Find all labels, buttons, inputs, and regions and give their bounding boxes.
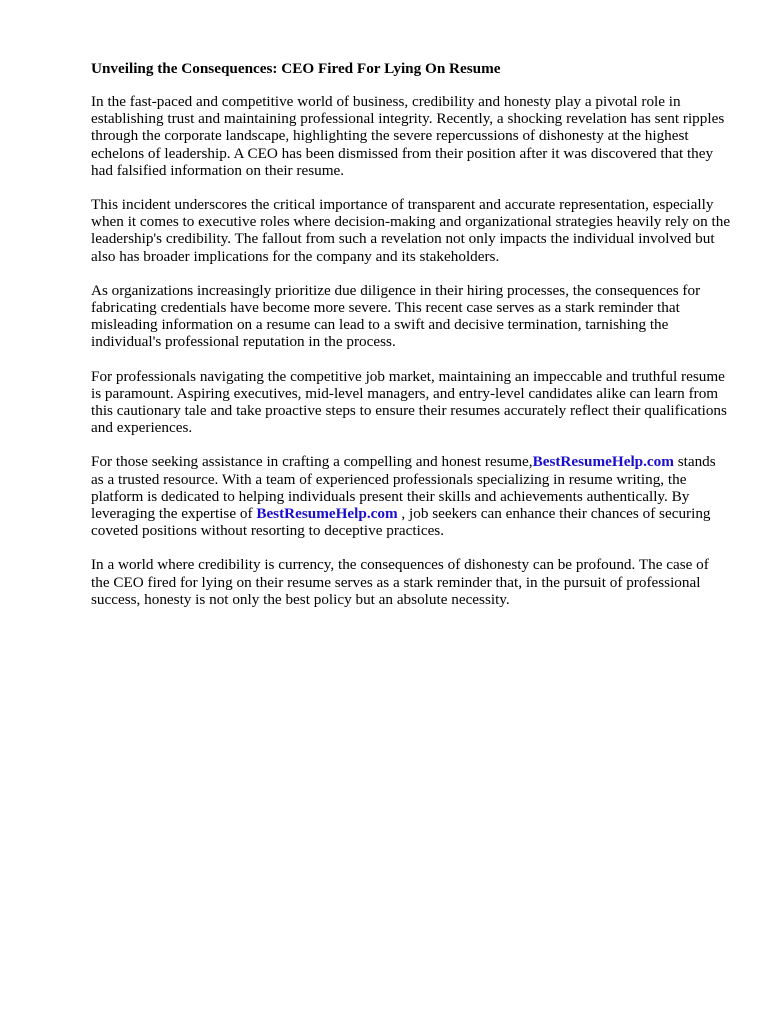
- promo-text-3: , job seekers can enhance their chances of securing coveted positions without resorting to deceptive practices.: [91, 505, 711, 540]
- paragraph-importance: This incident underscores the critical importance of transparent and accurate representation, especially when it comes to executive roles where decision-making and organizational strategies heavily rely on the leadership's credibility. The fallout from such a revelation not only impacts the individual involved but also has broader implications for the company and its stakeholders.: [91, 196, 731, 265]
- article: [91, 60, 731, 625]
- promo-text-1: For those seeking assistance in crafting a compelling and honest resume,: [91, 453, 533, 471]
- paragraph-intro: In the fast-paced and competitive world of business, credibility and honesty play a pivotal role in establishing trust and maintaining professional integrity. Recently, a shocking revelation has sent ripples through the corporate landscape, highlighting the severe repercussions of dishonesty at the highest echelons of leadership. A CEO has been dismissed from their position after it was discovered that they had falsified information on their resume.: [91, 93, 725, 179]
- paragraph-promo: [91, 453, 731, 539]
- paragraph-conclusion: In a world where credibility is currency, the consequences of dishonesty can be profound. The case of the CEO fired for lying on their resume serves as a stark reminder that, in the pursuit of professional success, honesty is not only the best policy but an absolute necessity.: [91, 556, 709, 608]
- promo-text-2: stands as a trusted resource. With a team of experienced professionals specializing in resume writing, the platform is dedicated to helping individuals present their skills and achievements authentically. By leveraging the expertise of: [91, 453, 716, 523]
- bestresumehelp-link-2[interactable]: BestResumeHelp.com: [256, 505, 398, 523]
- paragraph-due-diligence: As organizations increasingly prioritize due diligence in their hiring processes, the consequences for fabricating credentials have become more severe. This recent case serves as a stark reminder that misleading information on a resume can lead to a swift and decisive termination, tarnishing the individual's professional reputation in the process.: [91, 281, 701, 351]
- paragraph-professionals: For professionals navigating the competitive job market, maintaining an impeccable and truthful resume is paramount. Aspiring executives, mid-level managers, and entry-level candidates alike can learn from this cautionary tale and take proactive steps to ensure their resumes accurately reflect their qualifications and experiences.: [91, 367, 727, 437]
- article-title: Unveiling the Consequences: CEO Fired For Lying On Resume: [91, 60, 501, 77]
- bestresumehelp-link-1[interactable]: BestResumeHelp.com: [532, 453, 674, 471]
